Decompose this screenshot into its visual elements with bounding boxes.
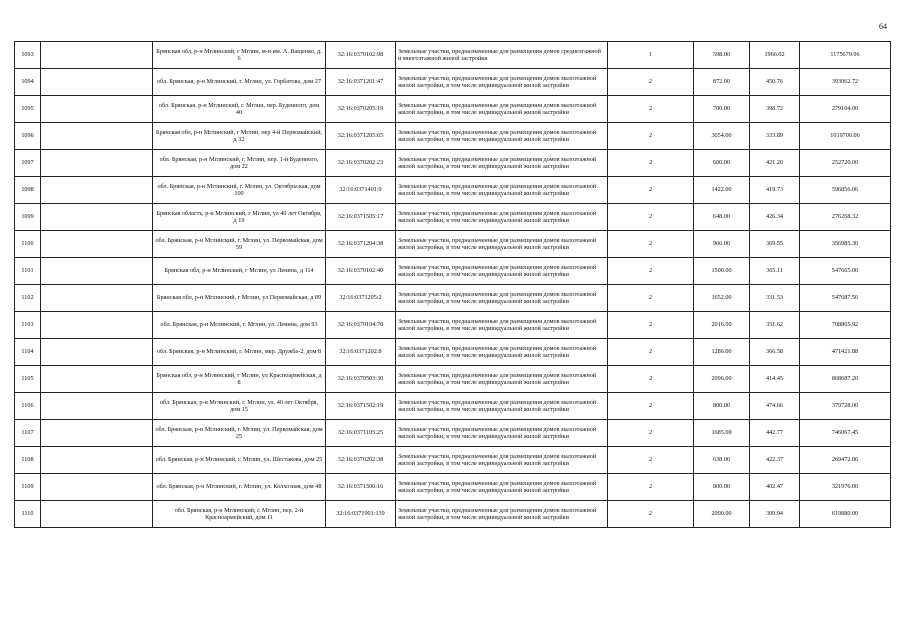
address-cell: Брянская обл, р-н Мглинский, г Мглин, ул Красноармейская, д 8 [153,366,326,393]
cadastral-number-cell: 32:16:0370104:70 [326,312,396,339]
cadastral-value-cell: 321976.00 [800,474,891,501]
area-cell: 1500.00 [694,258,750,285]
address-cell: обл. Брянская, р-н Мглинский, г. Мглин, пер. Буденного, дом 40 [153,96,326,123]
cadastral-number-cell: 32:16:0371201:47 [326,69,396,96]
cadastral-value-cell: 746067.45 [800,420,891,447]
table-row [15,285,891,312]
row-number: 1093 [15,42,41,69]
row-number: 1106 [15,393,41,420]
unit-value-cell: 398.72 [750,96,800,123]
spacer-cell [41,339,153,366]
cadastral-value-cell: 868687.20 [800,366,891,393]
unit-value-cell: 402.47 [750,474,800,501]
cadastral-value-cell: 269472.06 [800,447,891,474]
group-code-cell: 2 [608,312,694,339]
address-cell: Брянская обл, р-н Мглинский, г Мглин, ул Ленина, д 114 [153,258,326,285]
row-number: 1105 [15,366,41,393]
table-row [15,474,891,501]
group-code-cell: 2 [608,474,694,501]
row-number: 1100 [15,231,41,258]
area-cell: 700.00 [694,96,750,123]
unit-value-cell: 333.89 [750,123,800,150]
row-number: 1109 [15,474,41,501]
cadastral-value-cell: 596856.06 [800,177,891,204]
cadastral-number-cell: 32:16:0371205:65 [326,123,396,150]
cadastral-number-cell: 32:16:0371502:19 [326,393,396,420]
address-cell: Брянская обл, р-н Мглинский, г Мглин, ул Первомайская, д 89 [153,285,326,312]
cadastral-number-cell: 32:16:0371205:2 [326,285,396,312]
table-row [15,69,891,96]
permitted-use-cell: Земельные участки, предназначенные для размещения домов малоэтажной жилой застройки, в том числе индивидуальной жилой застройки [396,150,608,177]
spacer-cell [41,258,153,285]
permitted-use-cell: Земельные участки, предназначенные для размещения домов малоэтажной жилой застройки, в том числе индивидуальной жилой застройки [396,447,608,474]
address-cell: обл. Брянская, р-н Мглинский, г. Мглин, ул. Первомайская, дом 25 [153,420,326,447]
address-cell: обл. Брянская, р-н Мглинский, г. Мглин, пер. 1-й Буденного, дом 22 [153,150,326,177]
address-cell: Брянская обл, р-н Мглинский, г Мглин, пер 4-й Первомайский, д 32 [153,123,326,150]
unit-value-cell: 474.66 [750,393,800,420]
group-code-cell: 2 [608,204,694,231]
group-code-cell: 2 [608,96,694,123]
area-cell: 800.00 [694,474,750,501]
table-row [15,258,891,285]
group-code-cell: 2 [608,339,694,366]
cadastral-number-cell: 32:16:0371204:38 [326,231,396,258]
group-code-cell: 2 [608,447,694,474]
address-cell: обл. Брянская, р-н Мглинский, г. Мглин, мкр. Дружба-2, дом 8 [153,339,326,366]
permitted-use-cell: Земельные участки, предназначенные для размещения домов малоэтажной жилой застройки, в том числе индивидуальной жилой застройки [396,474,608,501]
spacer-cell [41,501,153,528]
unit-value-cell: 309.94 [750,501,800,528]
cadastral-number-cell: 32:16:0370102:40 [326,258,396,285]
area-cell: 1286.00 [694,339,750,366]
row-number: 1103 [15,312,41,339]
group-code-cell: 2 [608,69,694,96]
address-cell: обл. Брянская, р-н Мглинский, г. Мглин, ул. Ленина, дом 93 [153,312,326,339]
permitted-use-cell: Земельные участки, предназначенные для размещения домов малоэтажной жилой застройки, в том числе индивидуальной жилой застройки [396,204,608,231]
spacer-cell [41,285,153,312]
spacer-cell [41,420,153,447]
cadastral-value-cell: 393062.72 [800,69,891,96]
row-number: 1094 [15,69,41,96]
cadastral-value-cell: 276268.32 [800,204,891,231]
area-cell: 638.00 [694,447,750,474]
permitted-use-cell: Земельные участки, предназначенные для размещения домов малоэтажной жилой застройки, в том числе индивидуальной жилой застройки [396,420,608,447]
table-row [15,177,891,204]
table-row [15,339,891,366]
table-row [15,96,891,123]
address-cell: обл. Брянская, р-н Мглинский, г. Мглин, ул. Шестакова, дом 25 [153,447,326,474]
permitted-use-cell: Земельные участки, предназначенные для размещения домов малоэтажной жилой застройки, в том числе индивидуальной жилой застройки [396,177,608,204]
address-cell: обл. Брянская, р-н Мглинский, г. Мглин, ул. Горбатова, дом 27 [153,69,326,96]
group-code-cell: 2 [608,177,694,204]
area-cell: 966.00 [694,231,750,258]
address-cell: Брянская обл, р-н Мглинский, г Мглин, м-н им. А. Ващенко, д. 6 [153,42,326,69]
row-number: 1102 [15,285,41,312]
spacer-cell [41,123,153,150]
spacer-cell [41,42,153,69]
area-cell: 2096.00 [694,366,750,393]
unit-value-cell: 369.55 [750,231,800,258]
permitted-use-cell: Земельные участки, предназначенные для размещения домов малоэтажной жилой застройки, в том числе индивидуальной жилой застройки [396,501,608,528]
cadastral-value-cell: 356985.30 [800,231,891,258]
group-code-cell: 2 [608,501,694,528]
cadastral-number-cell: 32:16:0371202:8 [326,339,396,366]
cadastral-number-cell: 32:16:0371105:25 [326,420,396,447]
group-code-cell: 2 [608,150,694,177]
row-number: 1101 [15,258,41,285]
spacer-cell [41,447,153,474]
address-cell: обл. Брянская, р-н Мглинский, г. Мглин, ул. Октябрьская, дом 100 [153,177,326,204]
unit-value-cell: 414.45 [750,366,800,393]
unit-value-cell: 351.62 [750,312,800,339]
cadastral-number-cell: 32:16:0370205:19 [326,96,396,123]
permitted-use-cell: Земельные участки, предназначенные для размещения домов малоэтажной жилой застройки, в том числе индивидуальной жилой застройки [396,96,608,123]
permitted-use-cell: Земельные участки, предназначенные для размещения домов малоэтажной жилой застройки, в том числе индивидуальной жилой застройки [396,393,608,420]
table-row [15,366,891,393]
unit-value-cell: 366.58 [750,339,800,366]
address-cell: обл. Брянская, р-н Мглинский, г. Мглин, ул. 40 лет Октября, дом 15 [153,393,326,420]
spacer-cell [41,231,153,258]
table-row [15,42,891,69]
spacer-cell [41,366,153,393]
row-number: 1107 [15,420,41,447]
area-cell: 598.00 [694,42,750,69]
table-row [15,420,891,447]
area-cell: 2000.00 [694,501,750,528]
table-row [15,447,891,474]
cadastral-value-cell: 619880.00 [800,501,891,528]
cadastral-value-cell: 1175679.96 [800,42,891,69]
cadastral-value-cell: 547687.56 [800,285,891,312]
area-cell: 1685.00 [694,420,750,447]
spacer-cell [41,204,153,231]
table-row [15,231,891,258]
row-number: 1096 [15,123,41,150]
cadastral-number-cell: 32:16:0370102:98 [326,42,396,69]
cadastral-value-cell: 471421.88 [800,339,891,366]
permitted-use-cell: Земельные участки, предназначенные для размещения домов среднеэтажной и многоэтажной жилой застройки [396,42,608,69]
unit-value-cell: 1966.02 [750,42,800,69]
cadastral-value-cell: 379728.00 [800,393,891,420]
permitted-use-cell: Земельные участки, предназначенные для размещения домов малоэтажной жилой застройки, в том числе индивидуальной жилой застройки [396,312,608,339]
area-cell: 600.00 [694,150,750,177]
row-number: 1110 [15,501,41,528]
group-code-cell: 2 [608,393,694,420]
group-code-cell: 2 [608,231,694,258]
unit-value-cell: 426.34 [750,204,800,231]
cadastral-number-cell: 32:16:0371901:139 [326,501,396,528]
permitted-use-cell: Земельные участки, предназначенные для размещения домов малоэтажной жилой застройки, в том числе индивидуальной жилой застройки [396,339,608,366]
unit-value-cell: 421.20 [750,150,800,177]
spacer-cell [41,177,153,204]
permitted-use-cell: Земельные участки, предназначенные для размещения домов малоэтажной жилой застройки, в том числе индивидуальной жилой застройки [396,69,608,96]
permitted-use-cell: Земельные участки, предназначенные для размещения домов малоэтажной жилой застройки, в том числе индивидуальной жилой застройки [396,258,608,285]
table-row [15,204,891,231]
group-code-cell: 1 [608,42,694,69]
row-number: 1097 [15,150,41,177]
permitted-use-cell: Земельные участки, предназначенные для размещения домов малоэтажной жилой застройки, в том числе индивидуальной жилой застройки [396,123,608,150]
area-cell: 1652.00 [694,285,750,312]
unit-value-cell: 419.73 [750,177,800,204]
permitted-use-cell: Земельные участки, предназначенные для размещения домов малоэтажной жилой застройки, в том числе индивидуальной жилой застройки [396,366,608,393]
row-number: 1108 [15,447,41,474]
area-cell: 1422.00 [694,177,750,204]
table-row [15,312,891,339]
permitted-use-cell: Земельные участки, предназначенные для размещения домов малоэтажной жилой застройки, в том числе индивидуальной жилой застройки [396,285,608,312]
area-cell: 800.00 [694,393,750,420]
cadastral-number-cell: 32:16:0371505:17 [326,204,396,231]
permitted-use-cell: Земельные участки, предназначенные для размещения домов малоэтажной жилой застройки, в том числе индивидуальной жилой застройки [396,231,608,258]
group-code-cell: 2 [608,366,694,393]
cadastral-value-cell: 1019700.06 [800,123,891,150]
address-cell: Брянская область, р-н Мглинский, г Мглин, ул 40 лет Октября, д 19 [153,204,326,231]
land-plots-table [14,41,891,528]
cadastral-value-cell: 708865.92 [800,312,891,339]
table-row [15,150,891,177]
cadastral-value-cell: 252720.00 [800,150,891,177]
unit-value-cell: 442.77 [750,420,800,447]
cadastral-value-cell: 547665.00 [800,258,891,285]
cadastral-value-cell: 279104.00 [800,96,891,123]
spacer-cell [41,96,153,123]
unit-value-cell: 450.76 [750,69,800,96]
table-row [15,123,891,150]
cadastral-number-cell: 32:16:0370503:30 [326,366,396,393]
group-code-cell: 2 [608,420,694,447]
area-cell: 2016.00 [694,312,750,339]
table-row [15,501,891,528]
address-cell: обл. Брянская, р-н Мглинский, г. Мглин, ул. Первомайская, дом 59 [153,231,326,258]
row-number: 1095 [15,96,41,123]
group-code-cell: 2 [608,123,694,150]
spacer-cell [41,393,153,420]
area-cell: 3054.00 [694,123,750,150]
group-code-cell: 2 [608,258,694,285]
row-number: 1099 [15,204,41,231]
cadastral-number-cell: 32:16:0371401:9 [326,177,396,204]
area-cell: 648.00 [694,204,750,231]
address-cell: обл. Брянская, р-н Мглинский, г. Мглин, ул. Колхозная, дом 48 [153,474,326,501]
cadastral-number-cell: 32:16:0370202:38 [326,447,396,474]
spacer-cell [41,474,153,501]
unit-value-cell: 422.37 [750,447,800,474]
row-number: 1098 [15,177,41,204]
spacer-cell [41,312,153,339]
page-number: 64 [879,22,887,31]
row-number: 1104 [15,339,41,366]
cadastral-number-cell: 32:16:0370202:23 [326,150,396,177]
table-row [15,393,891,420]
cadastral-number-cell: 32:16:0371506:16 [326,474,396,501]
unit-value-cell: 331.53 [750,285,800,312]
spacer-cell [41,69,153,96]
spacer-cell [41,150,153,177]
address-cell: обл. Брянская, р-н Мглинский, г. Мглин, пер. 2-й Красноармейский, дом 11 [153,501,326,528]
unit-value-cell: 365.11 [750,258,800,285]
group-code-cell: 2 [608,285,694,312]
area-cell: 872.00 [694,69,750,96]
